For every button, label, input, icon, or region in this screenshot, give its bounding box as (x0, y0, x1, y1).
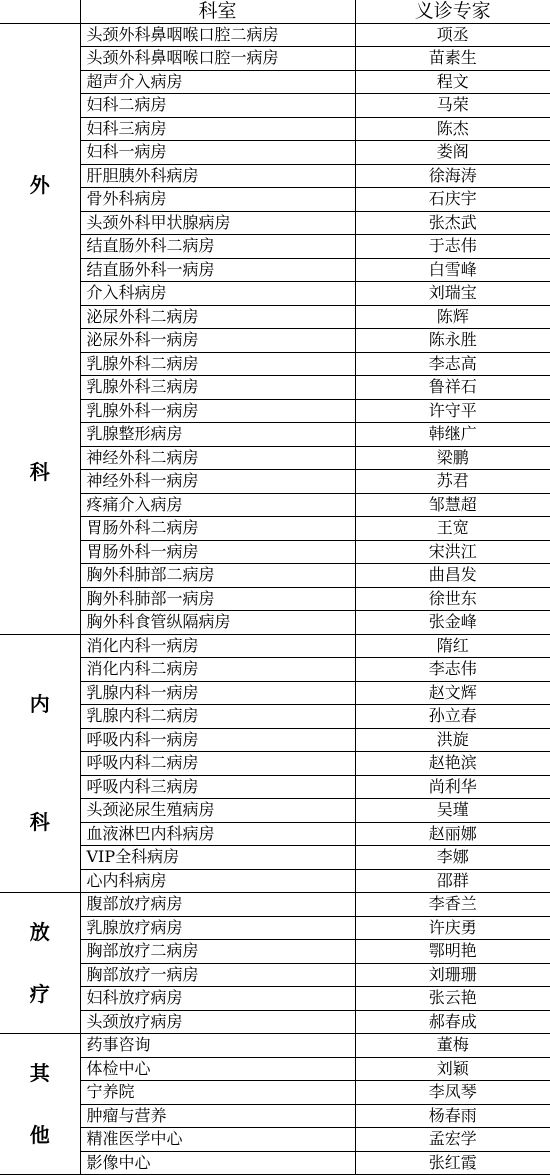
table-row (0, 235, 550, 259)
doctor-cell: 刘珊珊 (355, 963, 550, 987)
doctor-cell: 徐世东 (355, 587, 550, 611)
department-cell: 胸部放疗一病房 (80, 963, 355, 987)
doctor-cell: 郝春成 (355, 1010, 550, 1034)
department-cell: VIP全科病房 (80, 846, 355, 870)
table-row (0, 869, 550, 893)
doctor-cell: 王宽 (355, 517, 550, 541)
department-cell: 胸外科肺部二病房 (80, 564, 355, 588)
table-row (0, 211, 550, 235)
table-row (0, 470, 550, 494)
doctor-cell: 张杰武 (355, 211, 550, 235)
table-row (0, 963, 550, 987)
table-row (0, 1057, 550, 1081)
category-label-char: 外 (29, 173, 50, 197)
table-row (0, 540, 550, 564)
department-cell: 乳腺放疗病房 (80, 916, 355, 940)
table-row (0, 1034, 550, 1058)
doctor-cell: 鲁祥石 (355, 376, 550, 400)
doctor-cell: 邹慧超 (355, 493, 550, 517)
doctor-cell: 吴瑾 (355, 799, 550, 823)
department-cell: 疼痛介入病房 (80, 493, 355, 517)
doctor-cell: 邵群 (355, 869, 550, 893)
table-row (0, 705, 550, 729)
table-row (0, 775, 550, 799)
department-cell: 神经外科二病房 (80, 446, 355, 470)
category-label-char: 疗 (29, 982, 50, 1006)
table-row (0, 893, 550, 917)
table-row (0, 493, 550, 517)
table-row (0, 1081, 550, 1105)
department-cell: 泌尿外科一病房 (80, 329, 355, 353)
department-cell: 神经外科一病房 (80, 470, 355, 494)
table-row (0, 376, 550, 400)
header-category (0, 0, 80, 23)
doctor-cell: 项丞 (355, 23, 550, 47)
department-cell: 肝胆胰外科病房 (80, 164, 355, 188)
doctor-cell: 娄阁 (355, 141, 550, 165)
table-row (0, 799, 550, 823)
department-cell: 骨外科病房 (80, 188, 355, 212)
doctor-cell: 许守平 (355, 399, 550, 423)
department-cell: 呼吸内科二病房 (80, 752, 355, 776)
department-cell: 乳腺外科一病房 (80, 399, 355, 423)
table-row (0, 940, 550, 964)
table-row (0, 1010, 550, 1034)
department-cell: 胃肠外科一病房 (80, 540, 355, 564)
category-label-char: 科 (29, 460, 50, 484)
department-cell: 消化内科一病房 (80, 634, 355, 658)
doctor-cell: 石庆宇 (355, 188, 550, 212)
category-cell (0, 23, 80, 634)
doctor-cell: 陈永胜 (355, 329, 550, 353)
doctor-cell: 董梅 (355, 1034, 550, 1058)
doctor-cell: 尚利华 (355, 775, 550, 799)
table-row (0, 70, 550, 94)
table-row (0, 987, 550, 1011)
department-cell: 介入科病房 (80, 282, 355, 306)
doctor-cell: 苗素生 (355, 47, 550, 71)
department-cell: 血液淋巴内科病房 (80, 822, 355, 846)
table-row (0, 634, 550, 658)
table-row (0, 822, 550, 846)
table-row (0, 258, 550, 282)
category-cell (0, 634, 80, 893)
department-cell: 头颈泌尿生殖病房 (80, 799, 355, 823)
table-row (0, 23, 550, 47)
doctor-cell: 洪旋 (355, 728, 550, 752)
table-row (0, 164, 550, 188)
doctor-cell: 曲昌发 (355, 564, 550, 588)
table-row (0, 1104, 550, 1128)
department-cell: 精准医学中心 (80, 1128, 355, 1152)
table-row (0, 47, 550, 71)
department-cell: 结直肠外科一病房 (80, 258, 355, 282)
doctor-cell: 程文 (355, 70, 550, 94)
department-cell: 妇科三病房 (80, 117, 355, 141)
doctor-cell: 李娜 (355, 846, 550, 870)
doctor-cell: 刘颖 (355, 1057, 550, 1081)
department-cell: 胸部放疗二病房 (80, 940, 355, 964)
department-cell: 头颈外科鼻咽喉口腔二病房 (80, 23, 355, 47)
table-row (0, 728, 550, 752)
department-cell: 妇科二病房 (80, 94, 355, 118)
department-cell: 超声介入病房 (80, 70, 355, 94)
table-row (0, 117, 550, 141)
table-row (0, 564, 550, 588)
category-label-char: 内 (29, 692, 50, 717)
doctor-cell: 赵艳滨 (355, 752, 550, 776)
department-cell: 腹部放疗病房 (80, 893, 355, 917)
department-cell: 乳腺内科一病房 (80, 681, 355, 705)
table-row (0, 1128, 550, 1152)
department-cell: 结直肠外科二病房 (80, 235, 355, 259)
category-label-char: 其 (29, 1061, 50, 1085)
doctor-cell: 刘瑞宝 (355, 282, 550, 306)
department-cell: 影像中心 (80, 1151, 355, 1175)
category-label-char: 放 (29, 920, 50, 944)
table-row (0, 587, 550, 611)
department-cell: 体检中心 (80, 1057, 355, 1081)
department-cell: 胸外科肺部一病房 (80, 587, 355, 611)
table-row (0, 282, 550, 306)
header-department: 科室 (80, 0, 355, 23)
doctor-cell: 赵丽娜 (355, 822, 550, 846)
department-cell: 妇科一病房 (80, 141, 355, 165)
department-cell: 呼吸内科三病房 (80, 775, 355, 799)
category-label-char: 他 (29, 1123, 50, 1147)
doctor-cell: 李志伟 (355, 658, 550, 682)
table-row (0, 517, 550, 541)
doctor-cell: 孟宏学 (355, 1128, 550, 1152)
doctor-cell: 白雪峰 (355, 258, 550, 282)
doctor-cell: 赵文辉 (355, 681, 550, 705)
doctor-cell: 孙立春 (355, 705, 550, 729)
department-cell: 头颈放疗病房 (80, 1010, 355, 1034)
doctor-cell: 杨春雨 (355, 1104, 550, 1128)
table-row (0, 916, 550, 940)
doctor-cell: 徐海涛 (355, 164, 550, 188)
table-row (0, 752, 550, 776)
doctor-cell: 隋红 (355, 634, 550, 658)
table-row (0, 188, 550, 212)
department-cell: 乳腺外科三病房 (80, 376, 355, 400)
department-cell: 宁养院 (80, 1081, 355, 1105)
department-cell: 消化内科二病房 (80, 658, 355, 682)
department-cell: 胃肠外科二病房 (80, 517, 355, 541)
table-row (0, 305, 550, 329)
department-cell: 泌尿外科二病房 (80, 305, 355, 329)
doctor-cell: 张红霞 (355, 1151, 550, 1175)
table-row (0, 329, 550, 353)
doctor-cell: 马荣 (355, 94, 550, 118)
table-row (0, 446, 550, 470)
table-row (0, 611, 550, 635)
category-label-char: 科 (29, 810, 50, 835)
department-cell: 乳腺整形病房 (80, 423, 355, 447)
doctor-cell: 韩继广 (355, 423, 550, 447)
department-cell: 妇科放疗病房 (80, 987, 355, 1011)
department-cell: 呼吸内科一病房 (80, 728, 355, 752)
table-row (0, 1151, 550, 1175)
table-row (0, 423, 550, 447)
table-row (0, 352, 550, 376)
header-doctor: 义诊专家 (355, 0, 550, 23)
department-cell: 肿瘤与营养 (80, 1104, 355, 1128)
table-row (0, 94, 550, 118)
doctor-cell: 李凤琴 (355, 1081, 550, 1105)
doctor-cell: 张云艳 (355, 987, 550, 1011)
department-cell: 乳腺外科二病房 (80, 352, 355, 376)
department-cell: 乳腺内科二病房 (80, 705, 355, 729)
table-row (0, 141, 550, 165)
table-row (0, 399, 550, 423)
department-cell: 药事咨询 (80, 1034, 355, 1058)
doctor-cell: 鄂明艳 (355, 940, 550, 964)
doctor-cell: 陈辉 (355, 305, 550, 329)
table-row (0, 658, 550, 682)
department-cell: 头颈外科甲状腺病房 (80, 211, 355, 235)
doctor-cell: 于志伟 (355, 235, 550, 259)
table-row (0, 846, 550, 870)
table-row (0, 681, 550, 705)
department-cell: 头颈外科鼻咽喉口腔一病房 (80, 47, 355, 71)
doctor-cell: 苏君 (355, 470, 550, 494)
table-body (0, 23, 550, 1175)
table-header-row (0, 0, 550, 23)
doctor-cell: 梁鹏 (355, 446, 550, 470)
doctor-cell: 张金峰 (355, 611, 550, 635)
department-cell: 胸外科食管纵隔病房 (80, 611, 355, 635)
department-cell: 心内科病房 (80, 869, 355, 893)
doctor-cell: 许庆勇 (355, 916, 550, 940)
doctor-cell: 陈杰 (355, 117, 550, 141)
doctor-cell: 宋洪江 (355, 540, 550, 564)
category-cell (0, 1034, 80, 1175)
doctor-cell: 李志高 (355, 352, 550, 376)
category-cell (0, 893, 80, 1034)
doctor-cell: 李香兰 (355, 893, 550, 917)
